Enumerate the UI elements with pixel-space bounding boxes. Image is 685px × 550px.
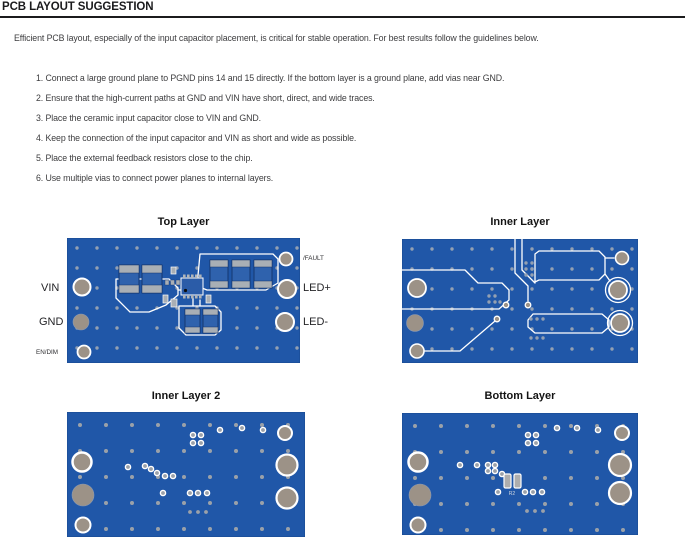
guideline-item-4: 4. Keep the connection of the input capacitor and VIN as short and wide as possible. <box>36 133 357 143</box>
pcb-inner-layer-graphic <box>402 239 638 363</box>
led-plus-label: LED+ <box>303 282 331 294</box>
via-grid <box>402 239 638 363</box>
component-designator: R2 <box>508 491 516 497</box>
vin-pad <box>73 453 92 472</box>
vin-pad <box>409 453 428 472</box>
led-minus-pad <box>609 482 631 504</box>
pcb-top-layer-graphic <box>67 238 300 363</box>
fault-pad <box>280 253 293 266</box>
figure-title-inner-layer: Inner Layer <box>490 216 550 228</box>
capacitor <box>254 260 272 288</box>
endim-pad <box>78 346 91 359</box>
guideline-item-2: 2. Ensure that the high-current paths at GND and VIN have short, direct, and wide traces. <box>36 93 375 103</box>
endim-pad <box>411 518 426 533</box>
vin-pad <box>408 279 426 297</box>
vin-pad <box>74 279 91 296</box>
led-plus-pad <box>609 281 627 299</box>
gnd-pad <box>72 484 94 506</box>
fault-pad <box>278 426 292 440</box>
figure-title-top-layer: Top Layer <box>157 216 210 228</box>
driver-ic <box>181 275 203 299</box>
pcb-inner-layer-2-graphic <box>67 412 305 537</box>
capacitor <box>203 309 218 333</box>
guideline-item-3: 3. Place the ceramic input capacitor close to VIN and GND. <box>36 113 261 123</box>
guideline-item-5: 5. Place the external feedback resistors close to the chip. <box>36 153 253 163</box>
guideline-item-6: 6. Use multiple vias to connect power planes to internal layers. <box>36 173 274 183</box>
capacitor <box>142 265 162 293</box>
gnd-label: GND <box>39 316 64 328</box>
intro-text: Efficient PCB layout, especially of the input capacitor placement, is critical for stable operation. For best results follow the guidelines below. <box>14 33 539 43</box>
section-divider <box>0 16 685 18</box>
capacitor <box>185 309 200 333</box>
via-grid <box>67 412 305 537</box>
fault-pad <box>615 426 629 440</box>
pcb-bottom-layer-graphic <box>402 413 638 535</box>
led-plus-pad <box>609 454 631 476</box>
figure-title-inner-layer-2: Inner Layer 2 <box>151 390 221 402</box>
guideline-item-1: 1. Connect a large ground plane to PGND pins 14 and 15 directly. If the bottom layer is a ground plane, add vias near GND. <box>36 73 505 83</box>
capacitor <box>119 265 139 293</box>
led-minus-pad <box>611 314 629 332</box>
led-minus-pad <box>276 313 294 331</box>
led-plus-pad <box>277 455 298 476</box>
figure-title-bottom-layer: Bottom Layer <box>484 390 556 402</box>
led-plus-pad <box>278 280 296 298</box>
fault-pad <box>616 252 629 265</box>
gnd-pad <box>73 314 89 330</box>
endim-pad <box>410 344 424 358</box>
gnd-pad <box>409 484 431 506</box>
capacitor <box>232 260 250 288</box>
gnd-pad <box>407 315 424 332</box>
led-minus-label: LED- <box>303 316 329 328</box>
vin-label: VIN <box>41 282 60 294</box>
via-grid <box>67 238 300 363</box>
endim-pad <box>76 518 91 533</box>
capacitor <box>210 260 228 288</box>
fault-label: /FAULT <box>303 255 324 262</box>
led-minus-pad <box>277 488 298 509</box>
section-title: PCB LAYOUT SUGGESTION <box>2 1 154 13</box>
endim-label: EN/DIM <box>36 349 59 356</box>
